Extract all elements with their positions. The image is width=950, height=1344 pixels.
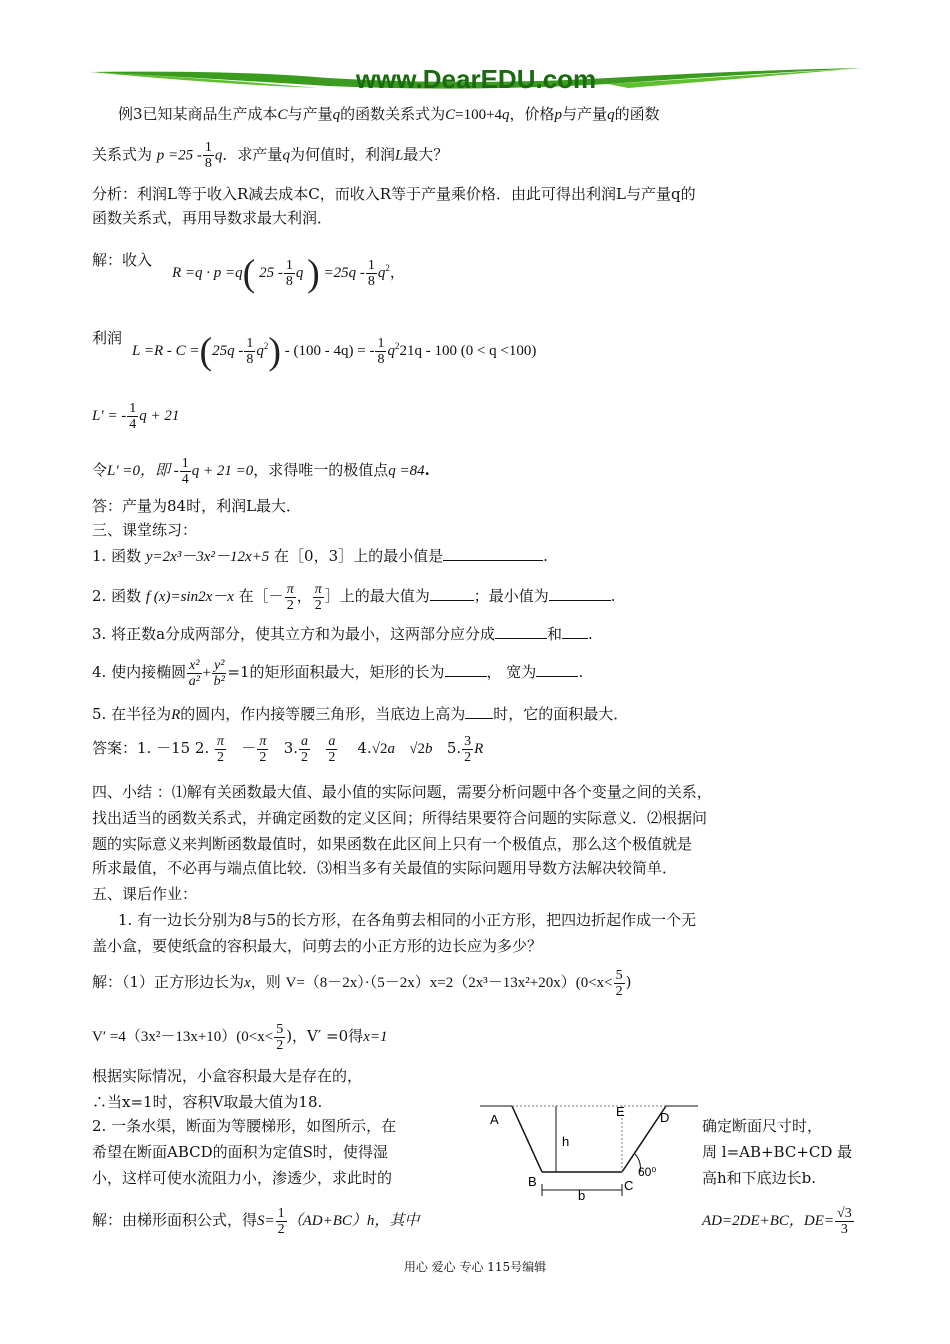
label-angle: 60⁰ [638, 1165, 657, 1179]
homework-p1-line2: 盖小盒，要使纸盒的容积最大，问剪去的小正方形的边长应为多少？ [92, 937, 543, 955]
label-b: B [528, 1174, 537, 1189]
homework-p1-line1: 1. 有一边长分别为8与5的长方形，在各角剪去相同的小正方形，把四边折起作成一个无 [118, 911, 697, 929]
summary-line3: 题的实际意义来判断函数最值时，如果函数在此区间上只有一个极值点，那么这个极值就是 [92, 835, 693, 853]
practice-q4: 4. 使内接椭圆 $\frac{\text{x²}}{\text{a²}}$ + $\frac{\text{y²}}{\text{b²}}$ =1的矩形面积最大，矩形的长为 ， 宽为 . [92, 657, 584, 689]
homework-heading: 五、课后作业： [92, 885, 198, 903]
homework-actual: 根据实际情况，小盒容积最大是存在的， [92, 1067, 363, 1085]
profit-formula: L =R - C =(25q - $\frac{1}{8}$ $q^2) - (100 - 4q)$ = - $\frac{1}{8}$ $q^221q - 100$ (0 < q <100) [132, 330, 537, 373]
practice-q2: 2. 函数 f (x)=sin2x－x 在［－ $\frac{\pi}{2}$ ， $\frac{\pi}{2}$ ］上的最大值为 ；最小值为 . [92, 581, 616, 613]
example3-line1: 例3已知某商品生产成本C与产量q的函数关系式为C=100+4q，价格p与产量q的函数 [118, 105, 660, 123]
critical-point-line: 令L′ =0，即 - $\frac{1}{4}$ q + 21 =0，求得唯一的极值点q =84. [92, 455, 430, 487]
practice-q3: 3. 将正数a分成两部分，使其立方和为最小，这两部分应分成 和 . [92, 625, 593, 643]
summary-line2: 找出适当的函数关系式，并确定函数的定义区间；所得结果要符合问题的实际意义．⑵根据问 [92, 809, 708, 827]
answer-line: 答：产量为84时，利润L最大． [92, 497, 302, 515]
label-d: D [660, 1110, 670, 1125]
homework-solution2: 解：由梯形面积公式，得S= $\frac{1}{2}$ （AD+BC）h，其中 [92, 1205, 420, 1237]
homework-p2-line1: 2. 一条水渠，断面为等腰梯形，如图所示，在 [92, 1117, 397, 1135]
practice-heading: 三、课堂练习： [92, 521, 198, 539]
label-e: E [616, 1104, 625, 1119]
label-a: A [490, 1112, 499, 1127]
trapezoid-figure [478, 1100, 700, 1208]
derivative-formula: L′ = - $\frac{1}{4}$ q + 21 [92, 401, 180, 433]
practice-answers: 答案：1. －15 2. $\frac{\pi}{2}$ － $\frac{\pi}{2}$ 3. $\frac{a}{2}$ $\frac{a}{2}$ 4.√2a √2b 5. $\frac{3}{2}$ R [92, 733, 484, 765]
label-h: h [562, 1134, 570, 1149]
practice-q5: 5. 在半径为R的圆内，作内接等腰三角形，当底边上高为 时，它的面积最大． [92, 705, 629, 723]
homework-p2-right2: 周 l=AB+BC+CD 最 [702, 1143, 853, 1161]
homework-p2-line2: 希望在断面ABCD的面积为定值S时，使得湿 [92, 1143, 388, 1161]
solution-label: 解：收入 [92, 251, 153, 269]
example3-line2: 关系式为 p =25 - $\frac{1}{8}$ q．求产量q为何值时，利润L最大？ [92, 140, 449, 171]
analysis-line2: 函数关系式，再用导数求最大利润． [92, 209, 333, 227]
label-b-length: b [578, 1188, 586, 1203]
practice-q1: 1. 函数 y=2x³－3x²－12x+5 在［0，3］上的最小值是 . [92, 547, 548, 565]
site-logo: www.DearEDU.com [355, 64, 597, 94]
summary-line1: 四、小结 ：⑴解有关函数最大值、最小值的实际问题，需要分析问题中各个变量之间的关系， [92, 783, 712, 801]
analysis-line1: 分析：利润L等于收入R减去成本C，而收入R等于产量乘价格．由此可得出利润L与产量q的 [92, 185, 696, 203]
profit-label: 利润 [92, 329, 123, 347]
header-banner [88, 64, 864, 96]
revenue-formula: R =q · p =q( 25 - $\frac{1}{8}$ q ) =25q - $\frac{1}{8}$ $q^2$， [172, 252, 405, 295]
label-c: C [624, 1178, 634, 1193]
homework-p2-line3: 小，这样可使水流阻力小，渗透少，求此时的 [92, 1169, 393, 1187]
page-footer: 用心 爱心 专心 115号编辑 [403, 1260, 547, 1274]
homework-solution-derivative: V′ =4（3x²－13x+10）(0<x< $\frac{5}{2}$ )，V′ =0得x=1 [92, 1021, 388, 1053]
homework-max: ∴当x=1时，容积V取最大值为18. [92, 1093, 323, 1111]
homework-p2-right1: 确定断面尺寸时， [702, 1117, 823, 1135]
summary-line4: 所求最值，不必再与端点值比较．⑶相当多有关最值的实际问题用导数方法解决较简单． [92, 859, 678, 877]
side-ab [512, 1106, 542, 1172]
homework-solution2-right: AD=2DE+BC，DE= $\frac{√3}{3}$ [702, 1205, 852, 1237]
homework-p2-right3: 高h和下底边长b. [702, 1169, 817, 1187]
homework-solution-volume: 解：（1）正方形边长为x，则 V=（8－2x）·（5－2x）x=2（2x³－13x²+20x）(0<x< $\frac{5}{2}$ ) [92, 967, 632, 999]
